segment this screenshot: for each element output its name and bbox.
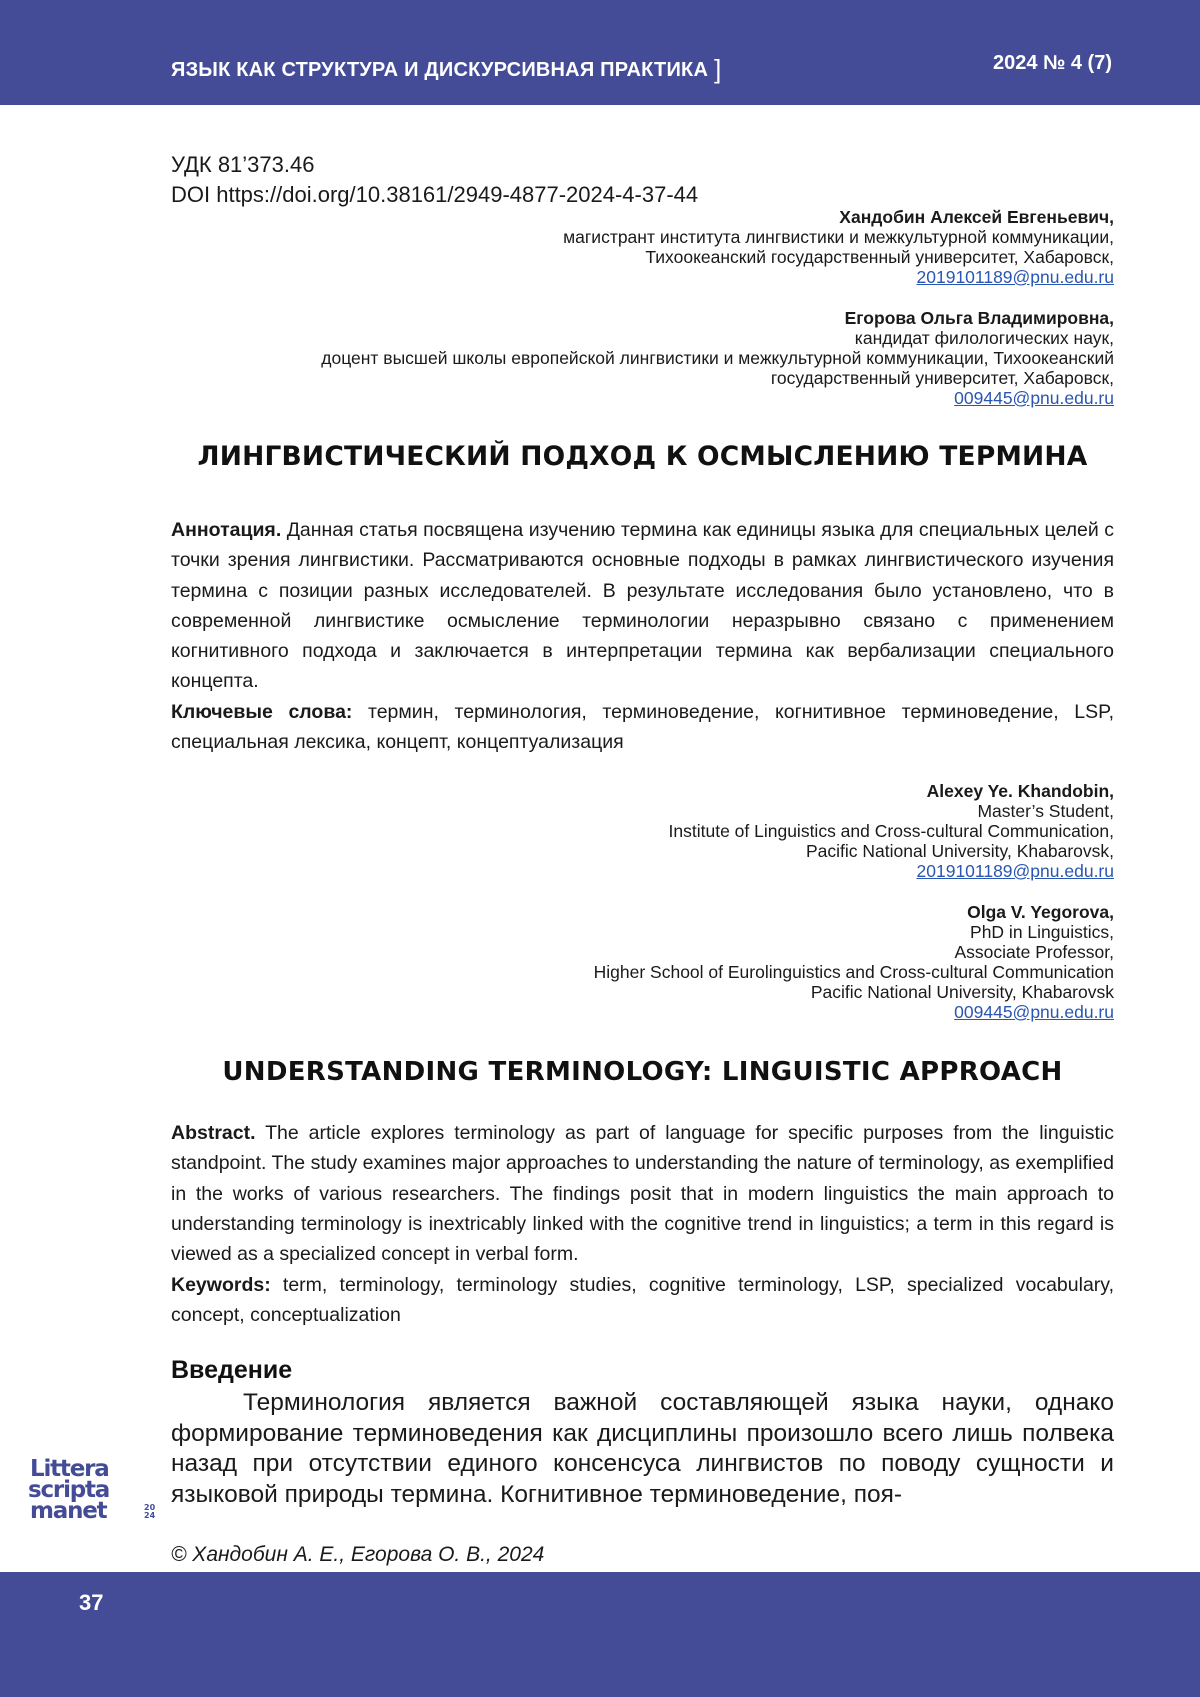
footer-band bbox=[0, 1572, 1200, 1697]
keywords-label: Ключевые слова: bbox=[171, 701, 353, 723]
author-affiliation-line: Pacific National University, Khabarovsk, bbox=[806, 841, 1114, 861]
abstract-label: Аннотация. bbox=[171, 519, 282, 541]
author-affiliation-line: кандидат филологических наук, bbox=[854, 328, 1114, 348]
author-block bbox=[563, 207, 1114, 287]
issue-label: 2024 № 4 (7) bbox=[992, 52, 1112, 74]
abstract-ru bbox=[171, 515, 1114, 697]
author-name: Хандобин Алексей Евгеньевич, bbox=[839, 207, 1114, 227]
abstract-en bbox=[171, 1118, 1114, 1269]
logo-year-top: 20 bbox=[144, 1503, 156, 1512]
author-email-link[interactable]: 2019101189@pnu.edu.ru bbox=[916, 267, 1114, 287]
author-affiliation-line: Associate Professor, bbox=[954, 942, 1114, 962]
author-affiliation-line: Pacific National University, Khabarovsk bbox=[810, 982, 1114, 1002]
journal-logo-mark bbox=[28, 1456, 156, 1521]
abstract-label: Abstract. bbox=[171, 1122, 256, 1144]
page-number: 37 bbox=[79, 1590, 104, 1615]
author-block bbox=[321, 308, 1114, 408]
logo-year-bottom: 24 bbox=[144, 1511, 156, 1520]
author-affiliation-line: PhD in Linguistics, bbox=[970, 922, 1114, 942]
article-identifiers bbox=[171, 150, 698, 210]
author-email-link[interactable]: 2019101189@pnu.edu.ru bbox=[916, 861, 1114, 881]
abstract-text: The article explores terminology as part of language for specific purposes from the linguistic standpoint. The study examines major approaches to understanding the nature of terminology, as exemplified in the works of various researchers. The findings posit that in modern linguistics the main approach to understanding terminology is inextricably linked with the cognitive trend in linguistics; a term in this regard is viewed as a specialized concept in verbal form. bbox=[171, 1122, 1114, 1266]
article-title-en: UNDERSTANDING TERMINOLOGY: LINGUISTIC APPROACH bbox=[222, 1057, 1063, 1087]
author-affiliation-line: Higher School of Eurolinguistics and Cross-cultural Communication bbox=[593, 962, 1114, 982]
udc-code: УДК 81’373.46 bbox=[171, 152, 315, 177]
keywords-text: term, terminology, terminology studies, cognitive terminology, LSP, specialized vocabulary, concept, conceptualization bbox=[171, 1274, 1114, 1327]
author-affiliation-line: Master’s Student, bbox=[977, 801, 1114, 821]
section-heading-intro: Введение bbox=[171, 1356, 293, 1384]
doi: DOI https://doi.org/10.38161/2949-4877-2024-4-37-44 bbox=[171, 182, 699, 207]
author-name: Егорова Ольга Владимировна, bbox=[844, 308, 1114, 328]
logo-line-2: scripta bbox=[28, 1477, 110, 1503]
abstract-text: Данная статья посвящена изучению термина как единицы языка для специальных целей с точки зрения лингвистики. Рассматриваются основные подходы в рамках лингвистического изучения термина с позиции разных исследователей. В результате исследования было установлено, что в современной лингвистике осмысление терминологии неразрывно связано с применением когнитивного подхода и заключается в интерпретации термина как вербализации специального концепта. bbox=[171, 519, 1114, 693]
keywords-ru bbox=[171, 697, 1114, 758]
logo-line-3: manet bbox=[30, 1498, 107, 1521]
journal-section-title: ЯЗЫК КАК СТРУКТУРА И ДИСКУРСИВНАЯ ПРАКТИКА ] bbox=[171, 54, 722, 84]
keywords-text: термин, терминология, терминоведение, когнитивное терминоведение, LSP, специальная лексика, концепт, концептуализация bbox=[171, 701, 1114, 754]
author-block bbox=[669, 781, 1114, 881]
author-affiliation-line: доцент высшей школы европейской лингвистики и межкультурной коммуникации, Тихоокеанский bbox=[321, 348, 1114, 368]
article-title-ru: ЛИНГВИСТИЧЕСКИЙ ПОДХОД К ОСМЫСЛЕНИЮ ТЕРМИНА bbox=[197, 441, 1088, 472]
author-affiliation-line: магистрант института лингвистики и межкультурной коммуникации, bbox=[563, 227, 1114, 247]
journal-logo bbox=[28, 1456, 158, 1521]
header-bracket: ] bbox=[714, 54, 722, 84]
author-name: Alexey Ye. Khandobin, bbox=[926, 781, 1114, 801]
copyright-notice: © Хандобин А. Е., Егорова О. В., 2024 bbox=[171, 1543, 545, 1566]
keywords-label: Keywords: bbox=[171, 1274, 271, 1296]
author-affiliation-line: Тихоокеанский государственный университет, Хабаровск, bbox=[645, 247, 1114, 267]
body-paragraph: Терминология является важной составляющей языка науки, однако формирование терминоведения как дисциплины произошло всего лишь полвека назад при отсутствии единого консенсуса лингвистов по поводу сущности и языковой природы термина. Когнитивное терминоведение, поя- bbox=[171, 1389, 1114, 1508]
logo-line-1: Littera bbox=[30, 1456, 109, 1482]
author-email-link[interactable]: 009445@pnu.edu.ru bbox=[954, 1002, 1114, 1022]
keywords-en bbox=[171, 1270, 1114, 1331]
author-affiliation-line: Institute of Linguistics and Cross-cultural Communication, bbox=[668, 821, 1114, 841]
author-block bbox=[594, 902, 1114, 1022]
author-email-link[interactable]: 009445@pnu.edu.ru bbox=[954, 388, 1114, 408]
author-affiliation-line: государственный университет, Хабаровск, bbox=[770, 368, 1114, 388]
author-name: Olga V. Yegorova, bbox=[967, 902, 1114, 922]
